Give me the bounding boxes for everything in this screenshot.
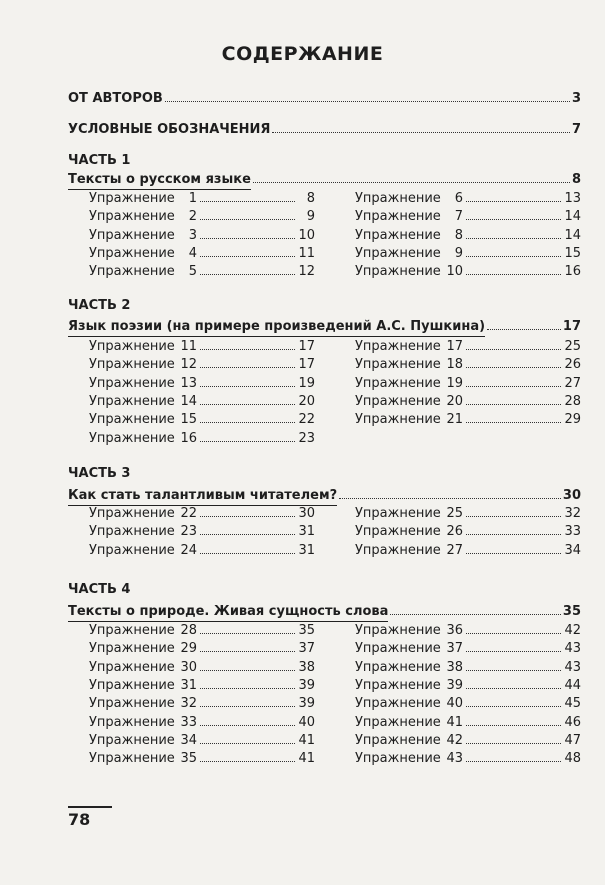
exercise-entry[interactable]	[355, 375, 581, 393]
exercise-entry[interactable]	[89, 245, 315, 263]
leader-dots	[200, 386, 295, 387]
exercise-page: 46	[564, 714, 581, 730]
exercise-number: 22	[180, 506, 197, 521]
exercise-number: 29	[180, 641, 197, 657]
leader-dots	[200, 367, 295, 368]
exercise-page: 48	[564, 751, 581, 767]
exercise-entry[interactable]	[89, 542, 315, 560]
leader-dots	[466, 651, 561, 652]
exercise-number: 40	[446, 696, 463, 712]
section-page: 30	[562, 488, 581, 503]
exercise-entry[interactable]	[355, 263, 581, 281]
exercise-page: 38	[298, 659, 315, 675]
toc-intro-authors[interactable]	[68, 90, 581, 108]
leader-dots	[200, 743, 295, 744]
section-title: Язык поэзии (на примере произведений А.С. Пушкина)	[68, 318, 485, 337]
exercise-entry[interactable]	[89, 411, 315, 429]
exercise-page: 31	[298, 524, 315, 540]
exercise-page: 10	[298, 227, 315, 243]
exercise-page: 45	[564, 696, 581, 712]
exercise-label: Упражнение	[89, 227, 175, 243]
exercise-entry[interactable]	[89, 505, 315, 523]
exercise-label: Упражнение	[89, 659, 175, 675]
exercise-page: 12	[298, 264, 315, 280]
exercise-label: Упражнение	[355, 641, 441, 657]
leader-dots	[200, 256, 295, 257]
exercise-number: 10	[446, 264, 463, 280]
exercise-label: Упражнение	[355, 209, 441, 225]
leader-dots	[200, 349, 295, 350]
exercise-page: 11	[298, 245, 315, 261]
exercise-entry[interactable]	[355, 622, 581, 640]
exercise-label: Упражнение	[355, 339, 441, 354]
exercise-page: 41	[298, 751, 315, 767]
leader-dots	[200, 688, 295, 689]
exercise-number: 5	[188, 264, 197, 280]
exercise-number: 25	[446, 506, 463, 521]
leader-dots	[466, 201, 561, 202]
leader-dots	[165, 101, 570, 102]
exercise-label: Упражнение	[89, 264, 175, 280]
exercise-page: 40	[298, 714, 315, 730]
exercise-label: Упражнение	[355, 506, 441, 521]
leader-dots	[466, 274, 561, 275]
exercise-page: 33	[564, 524, 581, 540]
exercise-label: Упражнение	[89, 430, 175, 446]
part-heading: ЧАСТЬ 4	[68, 582, 131, 597]
exercise-label: Упражнение	[89, 506, 175, 521]
part-heading: ЧАСТЬ 1	[68, 153, 131, 168]
exercise-entry[interactable]	[89, 263, 315, 281]
leader-dots	[200, 725, 295, 726]
leader-dots	[200, 422, 295, 423]
exercise-number: 17	[446, 339, 463, 354]
exercise-number: 16	[180, 430, 197, 446]
exercise-entry[interactable]	[355, 393, 581, 411]
exercise-number: 13	[180, 375, 197, 391]
leader-dots	[466, 553, 561, 554]
exercise-label: Упражнение	[89, 209, 175, 225]
exercise-label: Упражнение	[89, 732, 175, 748]
part-heading: ЧАСТЬ 3	[68, 466, 131, 481]
leader-dots	[339, 498, 561, 499]
toc-intro-page: 7	[571, 122, 581, 137]
exercise-page: 22	[298, 412, 315, 428]
exercise-label: Упражнение	[89, 357, 175, 373]
exercise-entry[interactable]	[89, 190, 315, 208]
leader-dots	[200, 706, 295, 707]
exercise-number: 7	[454, 209, 463, 225]
exercise-page: 30	[298, 506, 315, 521]
exercise-number: 1	[188, 191, 197, 206]
exercise-number: 12	[180, 357, 197, 373]
exercise-label: Упражнение	[355, 412, 441, 428]
exercise-label: Упражнение	[355, 751, 441, 767]
section-page: 35	[562, 604, 581, 619]
exercise-label: Упражнение	[89, 393, 175, 409]
exercise-number: 4	[188, 245, 197, 261]
exercise-entry[interactable]	[355, 356, 581, 374]
toc-intro-label: УСЛОВНЫЕ ОБОЗНАЧЕНИЯ	[68, 122, 271, 137]
exercise-entry[interactable]	[355, 505, 581, 523]
exercise-number: 38	[446, 659, 463, 675]
exercise-entry[interactable]	[89, 393, 315, 411]
exercise-page: 15	[564, 245, 581, 261]
leader-dots	[253, 182, 570, 183]
exercise-entry[interactable]	[355, 338, 581, 356]
exercise-page: 8	[306, 191, 315, 206]
part-section-entry[interactable]	[68, 487, 581, 505]
exercise-entry[interactable]	[89, 356, 315, 374]
exercise-entry[interactable]	[355, 750, 581, 768]
exercise-entry[interactable]	[89, 640, 315, 658]
part-heading: ЧАСТЬ 2	[68, 298, 131, 313]
exercise-number: 24	[180, 542, 197, 558]
exercise-label: Упражнение	[355, 227, 441, 243]
leader-dots	[466, 688, 561, 689]
exercise-label: Упражнение	[355, 375, 441, 391]
part-section-entry[interactable]	[68, 603, 581, 621]
exercise-number: 6	[454, 191, 463, 206]
exercise-label: Упражнение	[89, 542, 175, 558]
leader-dots	[487, 329, 561, 330]
exercise-label: Упражнение	[89, 524, 175, 540]
exercise-number: 18	[446, 357, 463, 373]
exercise-number: 11	[180, 339, 197, 354]
exercise-page: 14	[564, 209, 581, 225]
exercise-entry[interactable]	[355, 677, 581, 695]
exercise-number: 28	[180, 623, 197, 638]
leader-dots	[466, 219, 561, 220]
exercise-entry[interactable]	[89, 750, 315, 768]
leader-dots	[466, 422, 561, 423]
exercise-label: Упражнение	[89, 641, 175, 657]
exercise-number: 42	[446, 732, 463, 748]
leader-dots	[466, 670, 561, 671]
leader-dots	[200, 553, 295, 554]
exercise-page: 39	[298, 677, 315, 693]
exercise-number: 21	[446, 412, 463, 428]
exercise-page: 20	[298, 393, 315, 409]
exercise-number: 9	[454, 245, 463, 261]
leader-dots	[466, 725, 561, 726]
exercise-label: Упражнение	[355, 696, 441, 712]
exercise-number: 32	[180, 696, 197, 712]
exercise-number: 15	[180, 412, 197, 428]
leader-dots	[200, 761, 295, 762]
exercise-label: Упражнение	[89, 623, 175, 638]
exercise-entry[interactable]	[89, 732, 315, 750]
exercise-number: 23	[180, 524, 197, 540]
exercise-number: 37	[446, 641, 463, 657]
exercise-number: 14	[180, 393, 197, 409]
exercise-label: Упражнение	[355, 264, 441, 280]
exercise-entry[interactable]	[355, 208, 581, 226]
exercise-page: 31	[298, 542, 315, 558]
leader-dots	[466, 386, 561, 387]
toc-intro-legend[interactable]	[68, 121, 581, 139]
exercise-entry[interactable]	[355, 695, 581, 713]
leader-dots	[466, 367, 561, 368]
exercise-number: 36	[446, 623, 463, 638]
exercise-label: Упражнение	[89, 375, 175, 391]
exercise-label: Упражнение	[89, 245, 175, 261]
exercise-entry[interactable]	[355, 227, 581, 245]
leader-dots	[200, 219, 295, 220]
exercise-entry[interactable]	[355, 640, 581, 658]
exercise-page: 25	[564, 339, 581, 354]
exercise-page: 17	[298, 357, 315, 373]
exercise-page: 16	[564, 264, 581, 280]
exercise-entry[interactable]	[355, 411, 581, 429]
exercise-number: 41	[446, 714, 463, 730]
leader-dots	[466, 516, 561, 517]
exercise-number: 19	[446, 375, 463, 391]
exercise-entry[interactable]	[355, 714, 581, 732]
exercise-page: 28	[564, 393, 581, 409]
exercise-entry[interactable]	[89, 659, 315, 677]
leader-dots	[466, 706, 561, 707]
exercise-label: Упражнение	[355, 245, 441, 261]
exercise-number: 8	[454, 227, 463, 243]
page-title: СОДЕРЖАНИЕ	[221, 43, 384, 65]
exercise-page: 9	[306, 209, 315, 225]
exercise-label: Упражнение	[89, 339, 175, 354]
exercise-number: 27	[446, 542, 463, 558]
exercise-label: Упражнение	[89, 714, 175, 730]
leader-dots	[272, 132, 570, 133]
exercise-page: 35	[298, 623, 315, 638]
exercise-page: 43	[564, 659, 581, 675]
exercise-entry[interactable]	[355, 659, 581, 677]
exercise-label: Упражнение	[355, 191, 441, 206]
leader-dots	[466, 534, 561, 535]
exercise-label: Упражнение	[355, 677, 441, 693]
leader-dots	[466, 349, 561, 350]
leader-dots	[466, 256, 561, 257]
leader-dots	[466, 761, 561, 762]
exercise-label: Упражнение	[355, 357, 441, 373]
exercise-page: 43	[564, 641, 581, 657]
page-number: 78	[68, 806, 112, 829]
leader-dots	[200, 651, 295, 652]
exercise-number: 3	[188, 227, 197, 243]
exercise-number: 35	[180, 751, 197, 767]
exercise-number: 30	[180, 659, 197, 675]
exercise-label: Упражнение	[355, 732, 441, 748]
section-page: 8	[571, 172, 581, 187]
exercise-entry[interactable]	[89, 338, 315, 356]
exercise-number: 43	[446, 751, 463, 767]
exercise-page: 44	[564, 677, 581, 693]
exercise-page: 13	[564, 191, 581, 206]
leader-dots	[200, 633, 295, 634]
exercise-entry[interactable]	[89, 622, 315, 640]
exercise-entry[interactable]	[89, 695, 315, 713]
leader-dots	[200, 516, 295, 517]
exercise-label: Упражнение	[355, 714, 441, 730]
exercise-number: 33	[180, 714, 197, 730]
exercise-entry[interactable]	[89, 227, 315, 245]
leader-dots	[200, 534, 295, 535]
exercise-page: 27	[564, 375, 581, 391]
exercise-page: 42	[564, 623, 581, 638]
exercise-entry[interactable]	[355, 542, 581, 560]
exercise-page: 37	[298, 641, 315, 657]
exercise-number: 20	[446, 393, 463, 409]
leader-dots	[200, 238, 295, 239]
exercise-label: Упражнение	[89, 191, 175, 206]
leader-dots	[200, 441, 295, 442]
exercise-entry[interactable]	[89, 677, 315, 695]
leader-dots	[200, 201, 295, 202]
exercise-number: 2	[188, 209, 197, 225]
exercise-label: Упражнение	[355, 659, 441, 675]
section-title: Как стать талантливым читателем?	[68, 487, 337, 506]
leader-dots	[200, 274, 295, 275]
leader-dots	[200, 404, 295, 405]
exercise-entry[interactable]	[89, 523, 315, 541]
leader-dots	[466, 743, 561, 744]
exercise-number: 39	[446, 677, 463, 693]
exercise-entry[interactable]	[89, 430, 315, 448]
exercise-page: 39	[298, 696, 315, 712]
exercise-entry[interactable]	[355, 732, 581, 750]
exercise-page: 34	[564, 542, 581, 558]
toc-intro-page: 3	[571, 91, 581, 106]
toc-intro-label: ОТ АВТОРОВ	[68, 91, 163, 106]
part-section-entry[interactable]	[68, 171, 581, 189]
section-page: 17	[562, 319, 581, 334]
exercise-page: 14	[564, 227, 581, 243]
exercise-label: Упражнение	[355, 542, 441, 558]
exercise-label: Упражнение	[89, 696, 175, 712]
section-title: Тексты о русском языке	[68, 171, 251, 190]
leader-dots	[200, 670, 295, 671]
exercise-page: 23	[298, 430, 315, 446]
exercise-page: 47	[564, 732, 581, 748]
exercise-label: Упражнение	[89, 677, 175, 693]
exercise-number: 34	[180, 732, 197, 748]
exercise-page: 32	[564, 506, 581, 521]
section-title: Тексты о природе. Живая сущность слова	[68, 603, 388, 622]
exercise-entry[interactable]	[89, 714, 315, 732]
exercise-label: Упражнение	[355, 623, 441, 638]
exercise-page: 19	[298, 375, 315, 391]
exercise-number: 26	[446, 524, 463, 540]
exercise-entry[interactable]	[355, 523, 581, 541]
leader-dots	[390, 614, 561, 615]
exercise-label: Упражнение	[89, 751, 175, 767]
leader-dots	[466, 633, 561, 634]
exercise-entry[interactable]	[355, 190, 581, 208]
leader-dots	[466, 404, 561, 405]
exercise-label: Упражнение	[355, 524, 441, 540]
exercise-page: 29	[564, 412, 581, 428]
part-section-entry[interactable]	[68, 318, 581, 336]
exercise-number: 31	[180, 677, 197, 693]
exercise-page: 17	[298, 339, 315, 354]
exercise-page: 41	[298, 732, 315, 748]
leader-dots	[466, 238, 561, 239]
exercise-entry[interactable]	[355, 245, 581, 263]
exercise-page: 26	[564, 357, 581, 373]
exercise-label: Упражнение	[89, 412, 175, 428]
exercise-entry[interactable]	[89, 208, 315, 226]
exercise-entry[interactable]	[89, 375, 315, 393]
exercise-label: Упражнение	[355, 393, 441, 409]
